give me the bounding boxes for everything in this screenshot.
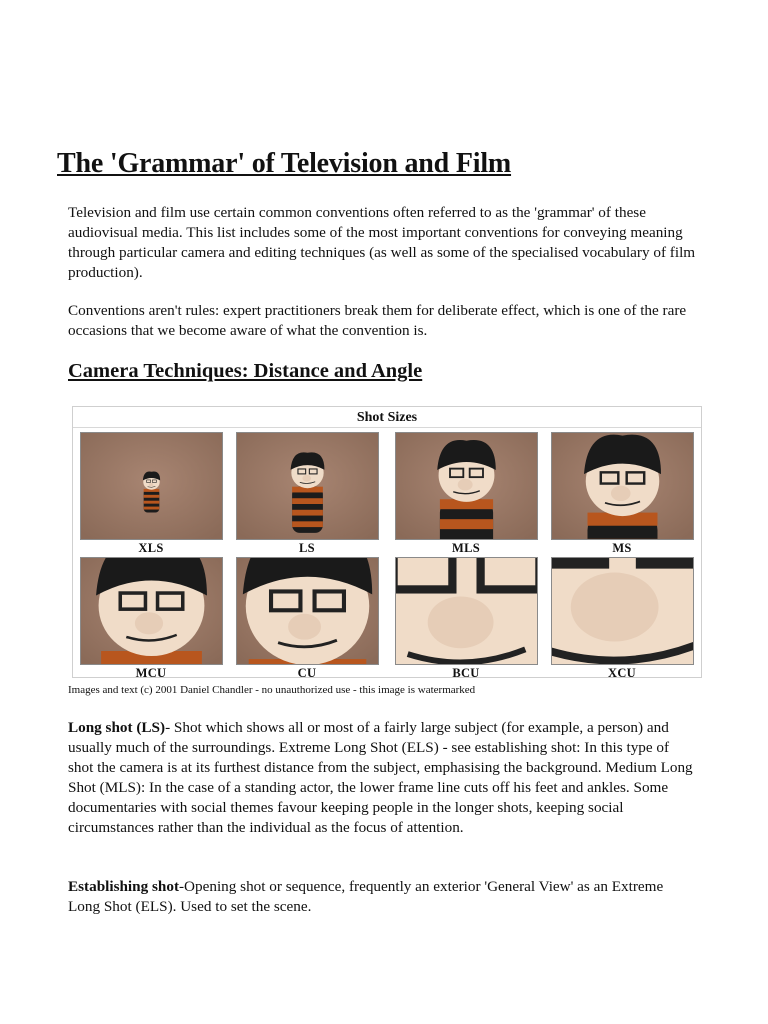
shot-thumbnail <box>395 432 538 540</box>
shot-thumbnail <box>236 432 379 540</box>
intro-paragraph: Television and film use certain common conventions often referred to as the 'grammar' of these audiovisual media. This list includes some of the most important conventions for conveying meaning through particular camera and editing techniques (as well as some of the specialised vocabulary of film production). <box>68 204 696 281</box>
shot-thumbnail <box>551 557 694 665</box>
shot-thumbnail <box>551 432 694 540</box>
shot-label: MLS <box>452 541 480 555</box>
shot-sizes-table <box>72 406 702 678</box>
long-shot-paragraph <box>68 718 698 838</box>
image-caption: Images and text (c) 2001 Daniel Chandler - no unauthorized use - this image is watermarked <box>68 684 476 696</box>
shot-thumbnail <box>395 557 538 665</box>
shot-sizes-title: Shot Sizes <box>73 407 701 428</box>
shot-thumbnail <box>236 557 379 665</box>
shot-label: MS <box>612 541 632 555</box>
shot-thumbnail <box>80 557 223 665</box>
long-shot-text: - Shot which shows all or most of a fairly large subject (for example, a person) and usually much of the surroundings. Extreme Long Shot (ELS) - see establishing shot: In this type of shot the camera is at its furthest distance from the subject, emphasising the background. Medium Long Shot (MLS): In the case of a standing actor, the lower frame line cuts off his feet and ankles. Some documentaries with social themes favour keeping people in the longer shots, keeping social circumstances rather than the individual as the focus of attention. <box>68 719 693 836</box>
shot-label: XCU <box>608 666 636 680</box>
establishing-shot-paragraph <box>68 877 698 917</box>
shot-label: CU <box>297 666 317 680</box>
establishing-shot-term: Establishing shot <box>68 878 179 895</box>
page-title: The 'Grammar' of Television and Film <box>57 148 512 179</box>
long-shot-term: Long shot (LS) <box>68 719 166 736</box>
shot-thumbnail <box>80 432 223 540</box>
shot-label: LS <box>299 541 315 555</box>
conventions-paragraph: Conventions aren't rules: expert practitioners break them for deliberate effect, which is one of the rare occasions that we become aware of what the convention is. <box>68 302 687 339</box>
establishing-shot-text: -Opening shot or sequence, frequently an exterior 'General View' as an Extreme Long Shot (ELS). Used to set the scene. <box>68 878 664 915</box>
shot-label: BCU <box>452 666 480 680</box>
shot-label: MCU <box>135 666 167 680</box>
shot-label: XLS <box>138 541 164 555</box>
section-heading: Camera Techniques: Distance and Angle <box>68 360 423 382</box>
